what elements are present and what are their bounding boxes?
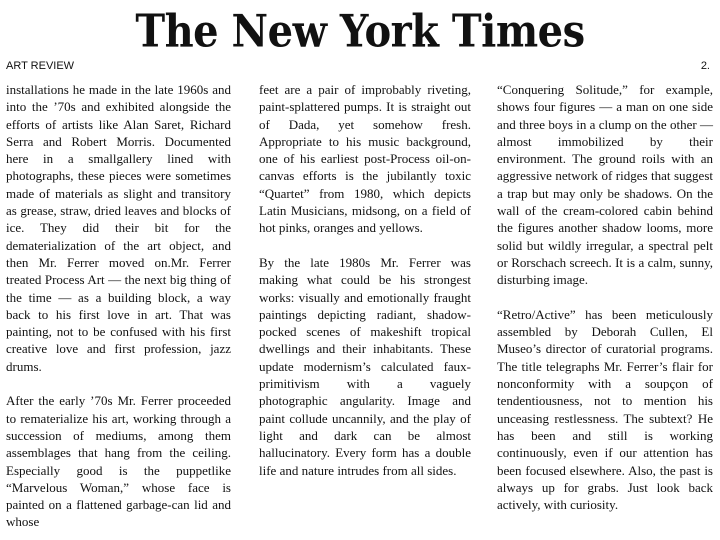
paragraph: feet are a pair of improbably riveting, paint-splattered pumps. It is straight out of Dada, yet somehow fresh. Appropriate to his music background, one of his earliest post-Process oil-on-canvas efforts is the jubilantly toxic “Quartet” from 1980, which depicts Latin Musicians, midsong, on a field of hot pinks, oranges and yellows. bbox=[259, 82, 471, 236]
paragraph: After the early ’70s Mr. Ferrer proceeded to rematerialize his art, working through a succession of mediums, among them assemblages that hang from the ceiling. Especially good is the puppetlike “Marvelous Woman,” whose face is painted on a flattened garbage-can lid and whose bbox=[6, 393, 231, 530]
paragraph: By the late 1980s Mr. Ferrer was making what could be his strongest works: visually and emotionally fraught paintings depicting radiant, shadow-pocked scenes of makeshift tropical dwellings and their inhabitants. These update modernism’s calculated faux-primitivism with a vaguely photographic angularity. Image and paint collude uncannily, and the play of light and dark can be almost hallucinatory. Every form has a double life and nature intrudes from all sides. bbox=[259, 254, 471, 478]
paragraph: “Conquering Solitude,” for example, shows four figures — a man on one side and three boys in a clump on the other — almost immobilized by their environment. The ground roils with an aggressive network of ridges that suggest a trap but may only be shadows. On the wall of the cream-colored cabin behind the figures another shadow looms, more solid but wildly irregular, a spectral pelt or Rorschach screech. It is a calm, sunny, disturbing image. bbox=[497, 82, 713, 288]
newspaper-masthead: The New York Times bbox=[135, 5, 585, 58]
paragraph: “Retro/Active” has been meticulously assembled by Deborah Cullen, El Museo’s director of curatorial programs. The title telegraphs Mr. Ferrer’s flair for nonconformity with a soupçon of tendentiousness, not to mention his unceasing restlessness. The subtext? He has been and still is working continuously, even if our attention has been focused elsewhere. Also, the past is always up for grabs. Just look back actively, with curiosity. bbox=[497, 306, 713, 513]
article-column-3 bbox=[497, 81, 713, 513]
section-label: ART REVIEW bbox=[6, 60, 75, 72]
article-column-1 bbox=[6, 81, 231, 531]
paragraph: installations he made in the late 1960s and into the ’70s and exhibited alongside the efforts of artists like Alan Saret, Richard Serra and Robert Morris. Documented here in a smallgallery lined with photographs, these pieces were sometimes made of materials as slight and transitory as grease, straw, dried leaves and blocks of ice. They did their bit for the dematerialization of the art object, and then Mr. Ferrer moved on.Mr. Ferrer treated Process Art — the next big thing of the time — as a building block, a way back to his first love in art. That was painting, not to be confused with his first creative love and first profession, jazz drums. bbox=[6, 82, 231, 374]
page-number: 2. bbox=[700, 60, 710, 72]
article-column-2 bbox=[259, 81, 471, 479]
